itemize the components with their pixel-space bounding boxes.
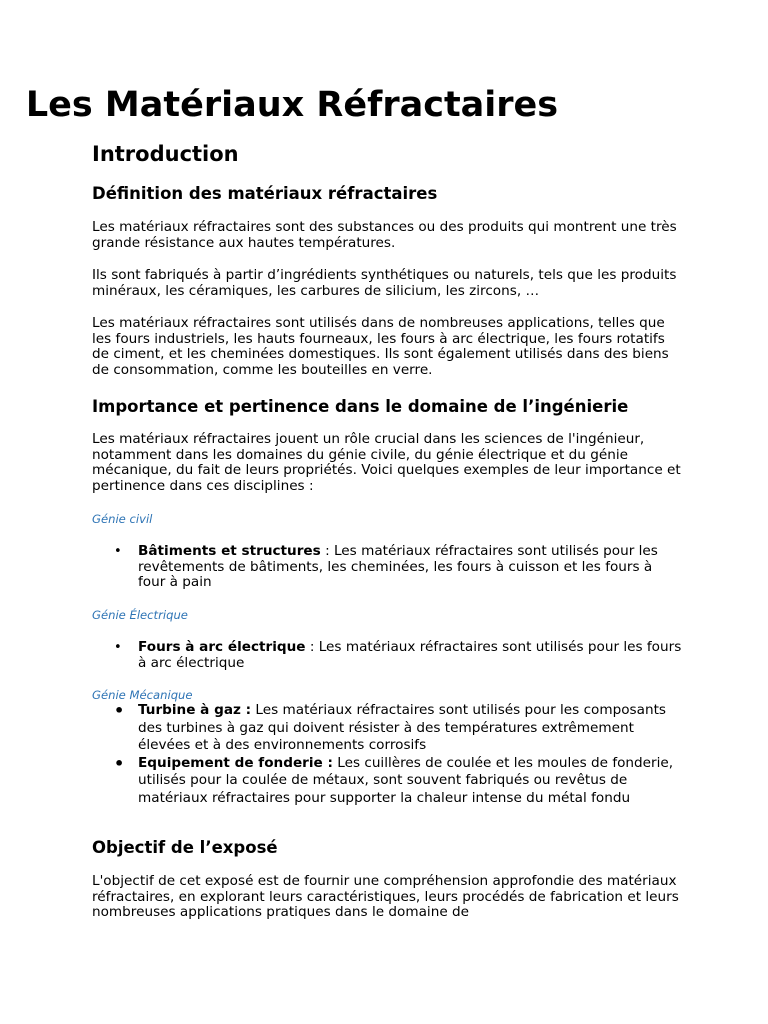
- page-title: Les Matériaux Réfractaires: [25, 85, 559, 125]
- list-item: [92, 544, 682, 591]
- list-genie-civil: [92, 544, 682, 591]
- item-text: : Les matériaux réfractaires sont utilisés pour les revêtements de bâtiments, les cheminées, les fours à cuisson et les fours à four à pain: [138, 543, 658, 591]
- label-genie-mecanique: Génie Mécanique: [92, 688, 193, 702]
- paragraph-definition-3: Les matériaux réfractaires sont utilisés dans de nombreuses applications, telles que les fours industriels, les hauts fourneaux, les fours à arc électrique, les fours rotatifs de ciment, et les cheminées domestiques. Ils sont également utilisés dans des biens de consommation, comme les bouteilles en verre.: [92, 315, 669, 378]
- paragraph-definition-1: Les matériaux réfractaires sont des substances ou des produits qui montrent une très grande résistance aux hautes températures.: [92, 219, 677, 251]
- label-genie-electrique: Génie Électrique: [92, 608, 188, 622]
- bullet-icon: •: [114, 640, 122, 655]
- list-item: [92, 640, 682, 671]
- label-genie-civil: Génie civil: [92, 512, 153, 526]
- paragraph-definition-2: Ils sont fabriqués à partir d’ingrédients synthétiques ou naturels, tels que les produits minéraux, les céramiques, les carbures de silicium, les zircons, …: [92, 267, 677, 299]
- list-item: [92, 702, 682, 755]
- item-title: Turbine à gaz :: [138, 702, 252, 718]
- list-genie-mecanique: [92, 702, 682, 808]
- subheading-objectif: Objectif de l’exposé: [92, 838, 278, 857]
- item-title: Bâtiments et structures: [138, 543, 321, 559]
- list-item: [92, 755, 682, 808]
- item-text: Les cuillères de coulée et les moules de fonderie, utilisés pour la coulée de métaux, sont souvent fabriqués ou revêtus de matériaux réfractaires pour supporter la chaleur intense du métal fondu: [138, 754, 674, 806]
- item-text: Les matériaux réfractaires sont utilisés pour les composants des turbines à gaz qui doivent résister à des températures extrêmement élevées et à des environnements corrosifs: [138, 702, 666, 754]
- item-text: : Les matériaux réfractaires sont utilisés pour les fours à arc électrique: [138, 639, 682, 671]
- bullet-icon: •: [114, 544, 122, 559]
- list-genie-electrique: [92, 640, 682, 671]
- paragraph-importance: Les matériaux réfractaires jouent un rôle crucial dans les sciences de l'ingénieur, notamment dans les domaines du génie civile, du génie électrique et du génie mécanique, du fait de leurs propriétés. Voici quelques exemples de leur importance et pertinence dans ces disciplines :: [92, 431, 681, 494]
- section-heading-introduction: Introduction: [92, 142, 239, 166]
- subheading-definition: Définition des matériaux réfractaires: [92, 184, 438, 203]
- bullet-icon: •: [114, 753, 125, 773]
- paragraph-objectif: L'objectif de cet exposé est de fournir une compréhension approfondie des matériaux réfractaires, en explorant leurs caractéristiques, leurs procédés de fabrication et leurs nombreuses applications pratiques dans le domaine de: [92, 873, 679, 921]
- item-title: Equipement de fonderie :: [138, 754, 333, 771]
- bullet-icon: •: [114, 701, 125, 720]
- item-title: Fours à arc électrique: [138, 639, 306, 655]
- subheading-importance: Importance et pertinence dans le domaine de l’ingénierie: [92, 397, 629, 416]
